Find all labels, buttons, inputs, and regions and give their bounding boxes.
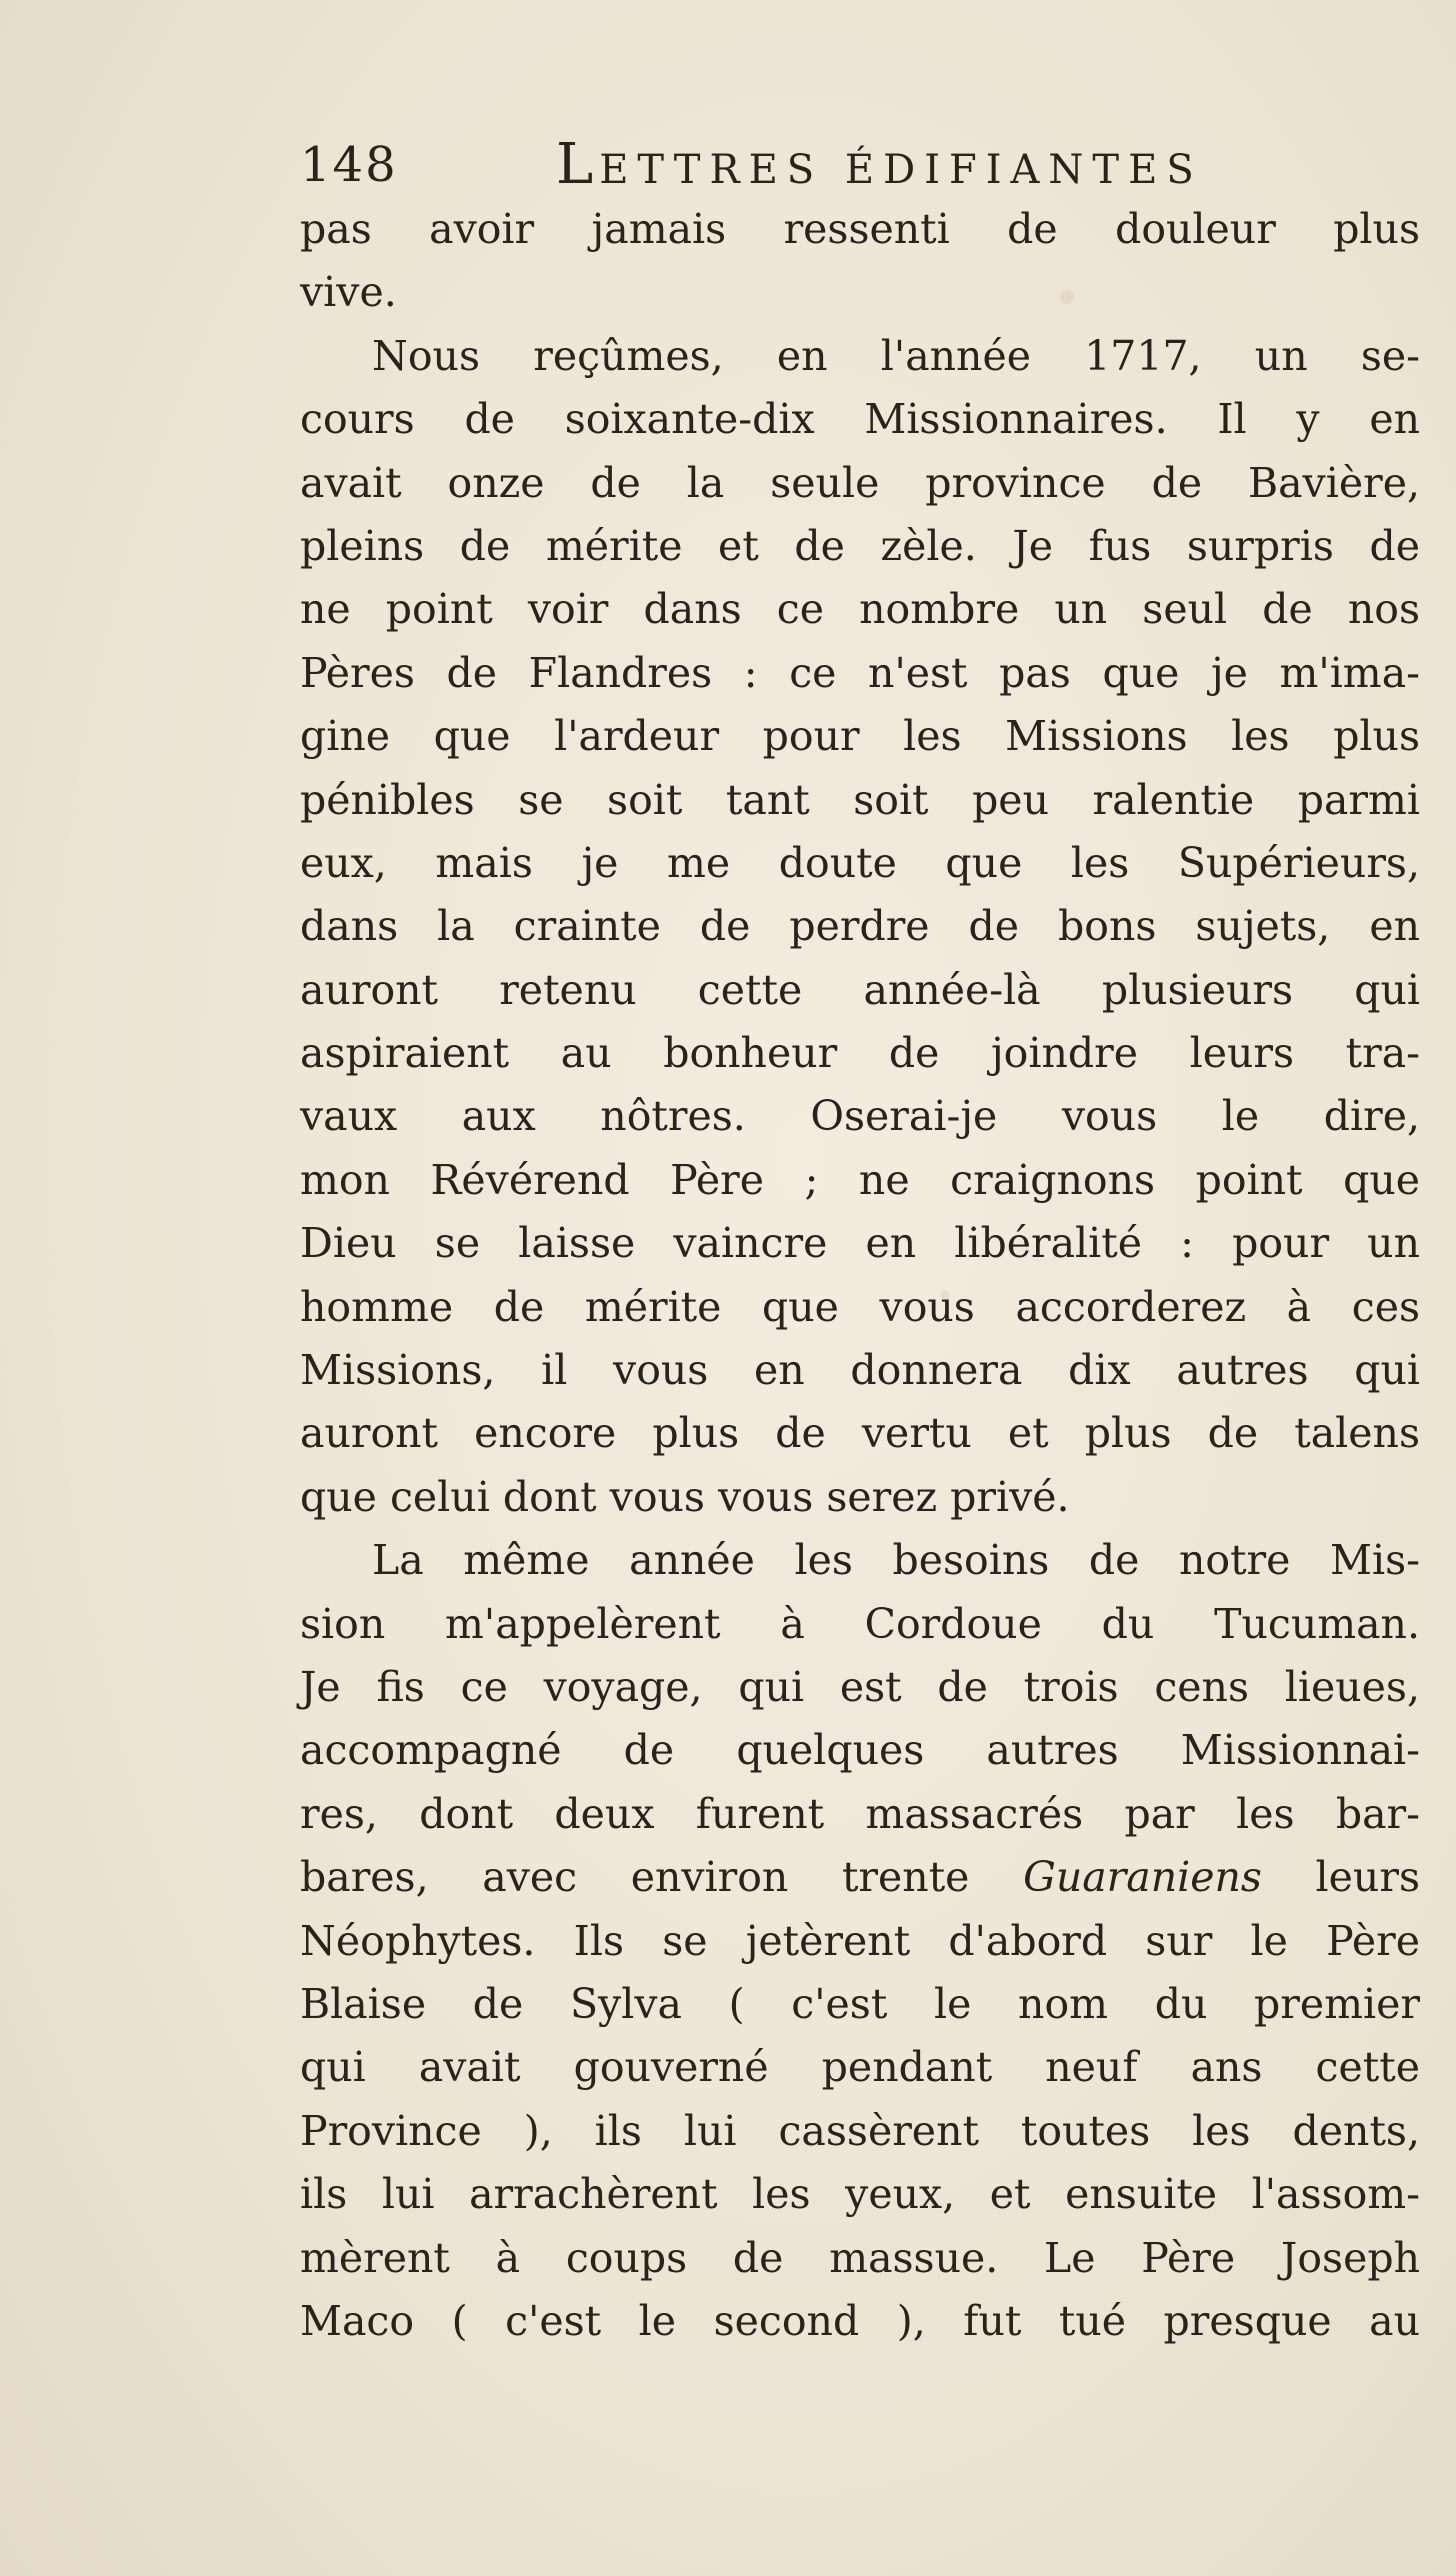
text-line: vaux aux nôtres. Oserai-je vous le dire, [300,1092,1420,1141]
text-line: mèrent à coups de massue. Le Père Joseph [300,2233,1420,2282]
text-line: ne point voir dans ce nombre un seul de nos [300,585,1420,634]
page-header [300,130,1300,200]
text-line: eux, mais je me doute que les Supérieurs, [300,838,1420,887]
body-text [300,198,1420,2353]
text-line: pénibles se soit tant soit peu ralentie parmi [300,775,1420,824]
italic-word: Guaraniens [1023,1853,1262,1902]
text-line-with-italic [300,1846,1420,1909]
text-line: dans la crainte de perdre de bons sujets, en [300,902,1420,951]
text-segment: leurs [1261,1853,1420,1902]
text-line: pleins de mérite et de zèle. Je fus surpris de [300,521,1420,570]
text-line: Province ), ils lui cassèrent toutes les dents, [300,2106,1420,2155]
text-segment: bares, avec environ trente [300,1853,1024,1902]
paragraph-start-line: La même année les besoins de notre Mis- [372,1536,1420,1585]
text-line: pas avoir jamais ressenti de douleur plus [300,205,1420,253]
text-line: Néophytes. Ils se jetèrent d'abord sur le Père [300,1916,1420,1965]
text-line: res, dont deux furent massacrés par les bar- [300,1789,1420,1838]
text-line: cours de soixante-dix Missionnaires. Il y en [300,395,1420,444]
text-line: Missions, il vous en donnera dix autres qui [300,1346,1420,1395]
text-line: que celui dont vous vous serez privé. [300,1472,1070,1521]
running-title-initial: L [556,132,600,197]
text-line: mon Révérend Père ; ne craignons point que [300,1155,1420,1204]
paragraph-start-line: Nous reçûmes, en l'année 1717, un se- [372,331,1420,380]
running-title-rest: ETTRES ÉDIFIANTES [599,147,1203,193]
running-title [556,130,1203,205]
text-line: auront encore plus de vertu et plus de talens [300,1409,1420,1458]
text-line: sion m'appelèrent à Cordoue du Tucuman. [300,1599,1420,1648]
text-line: Maco ( c'est le second ), fut tué presque au [300,2296,1420,2345]
page-number: 148 [300,137,398,193]
text-line: Blaise de Sylva ( c'est le nom du premier [300,1979,1420,2028]
text-line: avait onze de la seule province de Bavière, [300,458,1420,507]
text-line: Pères de Flandres : ce n'est pas que je m'ima- [300,648,1420,697]
text-line: vive. [300,268,397,317]
text-line: ils lui arrachèrent les yeux, et ensuite l'assom- [300,2170,1420,2219]
text-line: accompagné de quelques autres Missionnai- [300,1726,1420,1775]
text-line: homme de mérite que vous accorderez à ces [300,1282,1420,1331]
text-line: qui avait gouverné pendant neuf ans cette [300,2043,1420,2092]
text-line: gine que l'ardeur pour les Missions les plus [300,712,1420,761]
text-line: aspiraient au bonheur de joindre leurs tra- [300,1029,1420,1078]
text-line: Dieu se laisse vaincre en libéralité : pour un [300,1219,1420,1268]
text-line: Je fis ce voyage, qui est de trois cens lieues, [300,1662,1420,1711]
text-line: auront retenu cette année-là plusieurs qui [300,965,1420,1014]
